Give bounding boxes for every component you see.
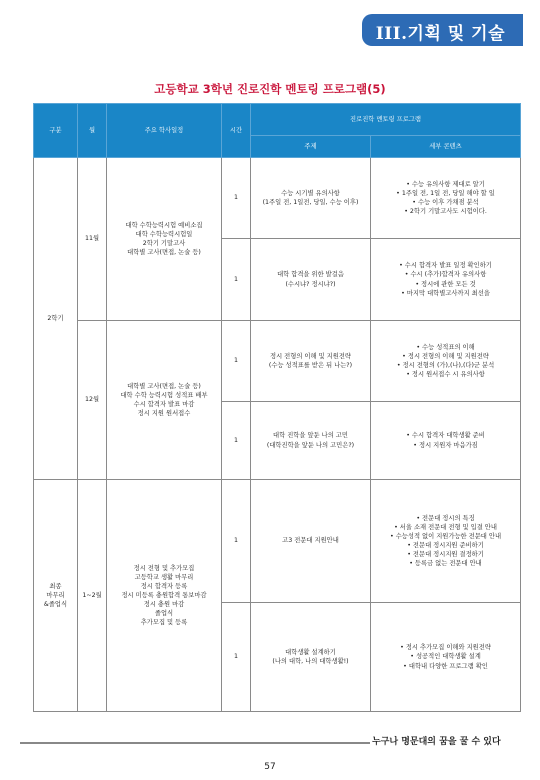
category-cell: 2학기	[34, 158, 78, 480]
header-program: 진로진학 멘토링 프로그램	[251, 104, 521, 136]
schedule-cell: 정시 전형 및 추가모집 고등학교 생활 마무리 정시 합격자 등록 정시 미등록 충원합격 통보마감 정시 충원 마감 졸업식 추가모집 및 등록	[107, 480, 222, 712]
topic-cell: 고3 전문대 지원안내	[251, 480, 371, 603]
schedule-cell: 대학 수학능력시험 예비소집 대학 수학능력시험일 2학기 기말고사 대학별 고사(면접, 논술 등)	[107, 158, 222, 321]
header-month: 월	[78, 104, 107, 158]
hours-cell: 1	[222, 321, 251, 402]
page-title: 고등학교 3학년 진로진학 멘토링 프로그램(5)	[154, 82, 386, 96]
header-details: 세부 콘텐츠	[371, 136, 521, 158]
topic-cell: 대학 합격을 위한 발걸음 (수시냐? 정시냐?)	[251, 239, 371, 321]
details-cell: • 수능 유의사항 제대로 알기 • 1주일 전, 1일 전, 당일 해야 할 일 • 수능 이후 가채점 분석 • 2학기 기말고사도 시험이다.	[371, 158, 521, 239]
topic-cell: 대학 진학을 앞둔 나의 고민 (대학진학을 앞둔 나의 고민은?)	[251, 402, 371, 480]
section-header-text: III.기획 및 기술	[375, 24, 505, 44]
details-cell: • 정시 추가모집 이해와 지원전략 • 성공적인 대학생활 설계 • 대학내 다양한 프로그램 확인	[371, 603, 521, 712]
topic-cell: 대학생활 설계하기 (나의 대학, 나의 대학생활!)	[251, 603, 371, 712]
month-cell: 11월	[78, 158, 107, 321]
header-topic: 주제	[251, 136, 371, 158]
details-cell: • 수시 합격자 대학생활 준비 • 정시 지원자 마음가짐	[371, 402, 521, 480]
details-cell: • 전문대 정시의 특징 • 서울 소재 전문대 전형 및 입결 안내 • 수능성적 없이 지원가능한 전문대 안내 • 전문대 정시지원 준비하기 • 전문대 정시지원 결정하기 • 등록금 없는 전문대 안내	[371, 480, 521, 603]
hours-cell: 1	[222, 480, 251, 603]
month-cell: 1~2월	[78, 480, 107, 712]
hours-cell: 1	[222, 158, 251, 239]
details-cell: • 수능 성적표의 이해 • 정시 전형의 이해 및 지원전략 • 정시 전형의 (가),(나),(다)군 분석 • 정시 원서접수 시 유의사항	[371, 321, 521, 402]
footer-slogan: 누구나 명문대의 꿈을 꿀 수 있다	[372, 737, 501, 747]
section-header-bar	[362, 14, 523, 46]
topic-cell: 정시 전형의 이해 및 지원전략 (수능 성적표를 받은 뒤 나는?)	[251, 321, 371, 402]
header-category: 구분	[34, 104, 78, 158]
month-cell: 12월	[78, 321, 107, 480]
page-number: 57	[264, 762, 276, 772]
hours-cell: 1	[222, 402, 251, 480]
header-schedule: 주요 학사일정	[107, 104, 222, 158]
hours-cell: 1	[222, 239, 251, 321]
details-cell: • 수시 합격자 발표 일정 확인하기 • 수시 (추가)합격자 유의사항 • 정시에 관한 모든 것 • 마지막 대학별고사까지 최선을	[371, 239, 521, 321]
hours-cell: 1	[222, 603, 251, 712]
topic-cell: 수능 시기별 유의사항 (1주일 전, 1일전, 당일, 수능 이후)	[251, 158, 371, 239]
category-cell: 최종 마무리 &졸업식	[34, 480, 78, 712]
footer-rule	[20, 742, 370, 744]
header-hours: 시간	[222, 104, 251, 158]
schedule-cell: 대학별 고사(면접, 논술 등) 대학 수학 능력시험 성적표 배부 수시 합격자 발표 마감 정시 지원 원서접수	[107, 321, 222, 480]
mentoring-table	[33, 103, 521, 712]
